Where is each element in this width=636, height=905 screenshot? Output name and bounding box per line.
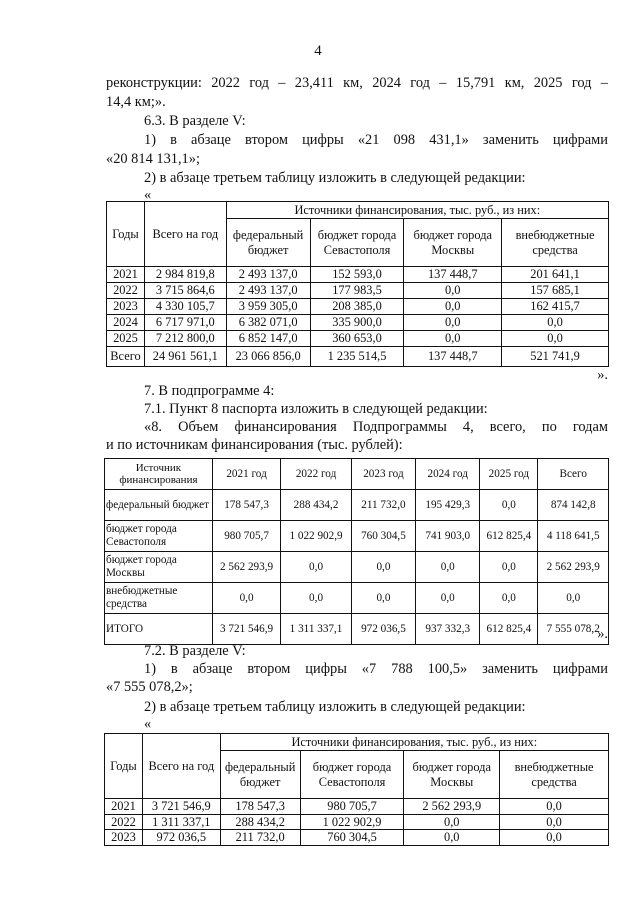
cell: 162 415,7	[502, 299, 609, 315]
header-2025: 2025 год	[480, 459, 538, 490]
section-7-2-item-1-end: «7 555 078,2»;	[106, 679, 193, 695]
section-6-3-item-1: 1) в абзаце втором цифры «21 098 431,1» заменить цифрами	[144, 132, 608, 148]
cell: 1 311 337,1	[142, 814, 220, 830]
cell: 3 715 864,6	[144, 283, 226, 299]
section-7-2: 7.2. В разделе V:	[144, 643, 246, 659]
cell: внебюджетные средства	[105, 583, 213, 614]
table-row	[107, 315, 609, 331]
cell: 2 562 293,9	[538, 552, 609, 583]
cell: 760 304,5	[300, 830, 404, 846]
section-7-1: 7.1. Пункт 8 паспорта изложить в следующей редакции:	[144, 401, 488, 417]
table-row	[105, 490, 609, 521]
cell: 2023	[107, 299, 145, 315]
section-6-3-item-1-end: «20 814 131,1»;	[106, 151, 200, 167]
header-sevastopol: бюджет города Севастополя	[310, 219, 404, 267]
cell: 1 235 514,5	[310, 347, 404, 367]
cell: 4 118 641,5	[538, 521, 609, 552]
cell: 137 448,7	[404, 347, 502, 367]
cell: 1 022 902,9	[281, 521, 352, 552]
cell: 980 705,7	[212, 521, 280, 552]
header-years: Годы	[105, 734, 143, 799]
cell: 3 721 546,9	[212, 614, 280, 645]
cell: 2 562 293,9	[404, 799, 500, 815]
table-row	[107, 267, 609, 283]
cell: 2 984 819,8	[144, 267, 226, 283]
table-row	[105, 521, 609, 552]
cell: 612 825,4	[480, 614, 538, 645]
section-7-1-quote-end: и по источникам финансирования (тыс. рублей):	[106, 437, 403, 453]
cell: 1 311 337,1	[281, 614, 352, 645]
header-moscow: бюджет города Москвы	[404, 219, 502, 267]
cell: 760 304,5	[351, 521, 415, 552]
cell: 2023	[105, 830, 143, 846]
table-row	[105, 583, 609, 614]
section-7: 7. В подпрограмме 4:	[144, 383, 275, 399]
cell: 972 036,5	[142, 830, 220, 846]
header-sources: Источники финансирования, тыс. руб., из них:	[226, 202, 608, 219]
cell: 3 959 305,0	[226, 299, 310, 315]
paragraph-reconstruction-end: 14,4 км;».	[106, 94, 166, 110]
cell: бюджет города Москвы	[105, 552, 213, 583]
cell: 741 903,0	[416, 521, 480, 552]
section-7-1-quote: «8. Объем финансирования Подпрограммы 4, всего, по годам	[144, 419, 608, 435]
section-6-3: 6.3. В разделе V:	[144, 113, 246, 129]
cell: 0,0	[502, 331, 609, 347]
financing-table-2	[104, 458, 609, 645]
cell: 0,0	[404, 299, 502, 315]
cell: 2 493 137,0	[226, 267, 310, 283]
header-federal: федеральный бюджет	[220, 751, 300, 799]
table-row	[107, 331, 609, 347]
cell: 0,0	[480, 583, 538, 614]
cell: 201 641,1	[502, 267, 609, 283]
header-2024: 2024 год	[416, 459, 480, 490]
cell: 2 493 137,0	[226, 283, 310, 299]
header-extrabudget: внебюджетные средства	[502, 219, 609, 267]
cell: 7 212 800,0	[144, 331, 226, 347]
cell: 24 961 561,1	[144, 347, 226, 367]
cell: 23 066 856,0	[226, 347, 310, 367]
paragraph-reconstruction: реконструкции: 2022 год – 23,411 км, 2024 год – 15,791 км, 2025 год –	[106, 75, 608, 91]
cell: 0,0	[404, 315, 502, 331]
cell: 2025	[107, 331, 145, 347]
cell: 2022	[105, 814, 143, 830]
cell: 0,0	[404, 283, 502, 299]
cell: федеральный бюджет	[105, 490, 213, 521]
cell: 0,0	[404, 331, 502, 347]
section-7-2-item-1: 1) в абзаце втором цифры «7 788 100,5» заменить цифрами	[144, 661, 608, 677]
section-7-2-item-2: 2) в абзаце третьем таблицу изложить в следующей редакции:	[144, 699, 526, 715]
header-extrabudget: внебюджетные средства	[500, 751, 609, 799]
financing-table-3	[104, 733, 609, 846]
cell: 2021	[107, 267, 145, 283]
table-row	[105, 830, 609, 846]
cell: 137 448,7	[404, 267, 502, 283]
cell: 2021	[105, 799, 143, 815]
header-2023: 2023 год	[351, 459, 415, 490]
cell: 937 332,3	[416, 614, 480, 645]
cell: 0,0	[416, 552, 480, 583]
cell: Всего	[107, 347, 145, 367]
header-moscow: бюджет города Москвы	[404, 751, 500, 799]
close-quote-1: ».	[597, 367, 608, 383]
header-years: Годы	[107, 202, 145, 267]
cell: 972 036,5	[351, 614, 415, 645]
cell: 874 142,8	[538, 490, 609, 521]
cell: 177 983,5	[310, 283, 404, 299]
table-row	[107, 283, 609, 299]
cell: 0,0	[480, 552, 538, 583]
cell: 0,0	[404, 814, 500, 830]
header-sevastopol: бюджет города Севастополя	[300, 751, 404, 799]
cell: 211 732,0	[351, 490, 415, 521]
cell: 0,0	[538, 583, 609, 614]
table-row	[105, 799, 609, 815]
cell: 6 717 971,0	[144, 315, 226, 331]
cell: 152 593,0	[310, 267, 404, 283]
cell: 0,0	[281, 583, 352, 614]
cell: бюджет города Севастополя	[105, 521, 213, 552]
header-sources: Источники финансирования, тыс. руб., из них:	[220, 734, 608, 751]
cell: 0,0	[281, 552, 352, 583]
cell: 2022	[107, 283, 145, 299]
table-row-total	[107, 347, 609, 367]
cell: 2024	[107, 315, 145, 331]
table-row	[105, 552, 609, 583]
cell: 4 330 105,7	[144, 299, 226, 315]
header-total: Всего на год	[142, 734, 220, 799]
cell: 6 852 147,0	[226, 331, 310, 347]
cell: 360 653,0	[310, 331, 404, 347]
cell: 178 547,3	[220, 799, 300, 815]
cell: 0,0	[502, 315, 609, 331]
cell: 3 721 546,9	[142, 799, 220, 815]
cell: 0,0	[416, 583, 480, 614]
cell: 195 429,3	[416, 490, 480, 521]
financing-table-1	[106, 201, 609, 367]
cell: 521 741,9	[502, 347, 609, 367]
cell: 0,0	[404, 830, 500, 846]
cell: 2 562 293,9	[212, 552, 280, 583]
header-federal: федеральный бюджет	[226, 219, 310, 267]
cell: 211 732,0	[220, 830, 300, 846]
open-quote-3: «	[144, 716, 152, 732]
cell: 0,0	[351, 583, 415, 614]
cell: 7 555 078,2	[538, 614, 609, 645]
cell: 0,0	[480, 490, 538, 521]
cell: 6 382 071,0	[226, 315, 310, 331]
header-source: Источник финансирования	[105, 459, 213, 490]
cell: 0,0	[500, 799, 609, 815]
cell: 335 900,0	[310, 315, 404, 331]
open-quote: «	[144, 187, 152, 203]
cell: 0,0	[500, 830, 609, 846]
cell: 612 825,4	[480, 521, 538, 552]
table-row	[107, 299, 609, 315]
close-quote-2: ».	[597, 626, 608, 642]
header-all: Всего	[538, 459, 609, 490]
section-6-3-item-2: 2) в абзаце третьем таблицу изложить в следующей редакции:	[144, 170, 526, 186]
cell: 208 385,0	[310, 299, 404, 315]
cell: 980 705,7	[300, 799, 404, 815]
table-row	[105, 814, 609, 830]
cell: ИТОГО	[105, 614, 213, 645]
cell: 288 434,2	[281, 490, 352, 521]
header-2022: 2022 год	[281, 459, 352, 490]
header-2021: 2021 год	[212, 459, 280, 490]
header-total: Всего на год	[144, 202, 226, 267]
cell: 1 022 902,9	[300, 814, 404, 830]
cell: 178 547,3	[212, 490, 280, 521]
page-number: 4	[314, 43, 322, 59]
cell: 288 434,2	[220, 814, 300, 830]
cell: 157 685,1	[502, 283, 609, 299]
cell: 0,0	[351, 552, 415, 583]
cell: 0,0	[500, 814, 609, 830]
cell: 0,0	[212, 583, 280, 614]
